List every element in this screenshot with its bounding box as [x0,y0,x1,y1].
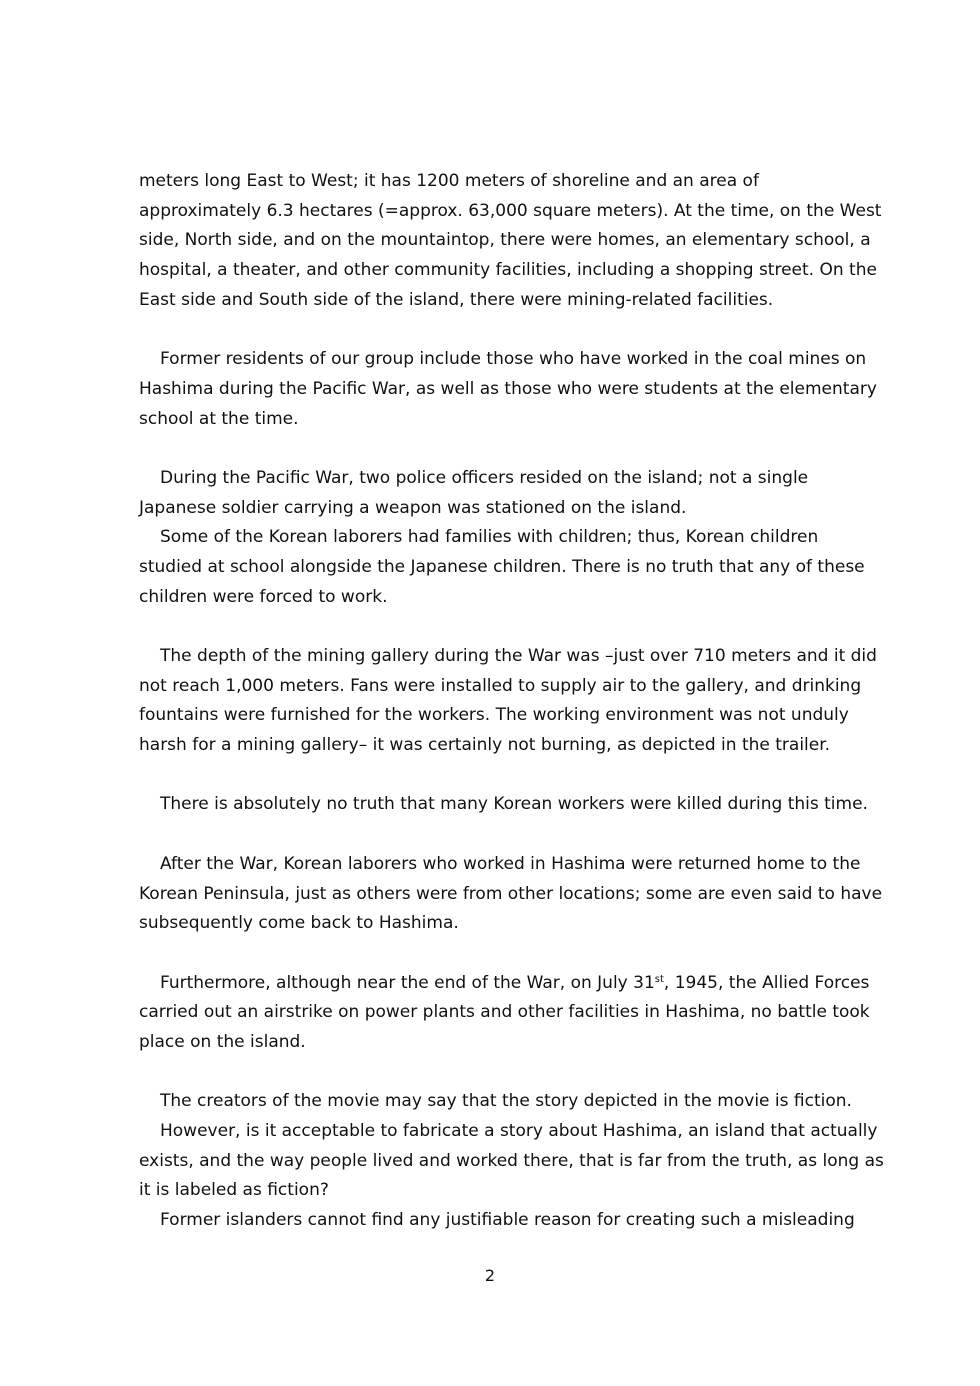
text-line: fountains were furnished for the workers. The working environment was not unduly [139,705,849,726]
paragraph-after-war [139,850,883,939]
text-line: side, North side, and on the mountaintop, there were homes, an elementary school, a [139,230,871,251]
text-line: The depth of the mining gallery during the War was –just over 710 meters and it did [160,646,877,666]
text-line: Korean Peninsula, just as others were from other locations; some are even said to have [139,883,883,904]
text-line: However, is it acceptable to fabricate a story about Hashima, an island that actually [160,1121,878,1141]
text-line: meters long East to West; it has 1200 meters of shoreline and an area of [139,171,759,191]
text-line: children were forced to work. [139,586,388,607]
paragraph-police-officers [139,464,844,523]
paragraph-gap [139,820,844,850]
body-text [139,167,884,1236]
text-line: it is labeled as fiction? [139,1180,329,1201]
paragraph-former-residents [139,345,877,434]
paragraph-gap [139,612,844,642]
paragraph-korean-families [139,523,865,612]
paragraph-gap [139,939,844,969]
text-line: Former residents of our group include those who have worked in the coal mines on [160,349,867,370]
paragraph-gap [139,761,844,791]
paragraph-movie-fiction [139,1087,852,1117]
paragraph-airstrike [139,969,870,1058]
page-number: 2 [484,1266,496,1285]
text-line: Hashima during the Pacific War, as well as those who were students at the elementary [139,378,877,399]
text-line: Japanese soldier carrying a weapon was stationed on the island. [139,497,687,518]
paragraph-mining-gallery [139,642,877,761]
paragraph-island-description [139,167,882,315]
text-line: The creators of the movie may say that the story depicted in the movie is fiction. [160,1091,852,1112]
paragraph-gap [139,315,844,345]
text-line [139,969,870,999]
text-line: Some of the Korean laborers had families with children; thus, Korean children [160,527,819,548]
text-line: hospital, a theater, and other community facilities, including a shopping street. On the [139,260,877,281]
text-line: subsequently come back to Hashima. [139,913,459,934]
paragraph-gap [139,1058,844,1088]
text-line: Former islanders cannot find any justifiable reason for creating such a misleading [160,1210,855,1231]
paragraph-fabrication-question [139,1117,884,1206]
text-fragment: , 1945, the Allied Forces [663,972,870,993]
text-line: There is absolutely no truth that many Korean workers were killed during this time. [160,794,868,815]
text-line: school at the time. [139,408,299,429]
text-line: East side and South side of the island, there were mining-related facilities. [139,289,774,310]
text-line: carried out an airstrike on power plants and other facilities in Hashima, no battle took [139,1002,870,1023]
text-line: harsh for a mining gallery– it was certainly not burning, as depicted in the trailer. [139,735,831,756]
text-line: During the Pacific War, two police officers resided on the island; not a single [160,467,809,488]
text-line: not reach 1,000 meters. Fans were installed to supply air to the gallery, and drinking [139,675,862,696]
text-line: place on the island. [139,1031,306,1052]
text-fragment: Furthermore, although near the end of the War, on July 31 [160,972,655,993]
text-line: studied at school alongside the Japanese children. There is no truth that any of these [139,556,865,577]
paragraph-gap [139,434,844,464]
text-line: approximately 6.3 hectares (=approx. 63,000 square meters). At the time, on the West [139,200,882,221]
ordinal-suffix: st [654,973,664,985]
text-line: exists, and the way people lived and worked there, that is far from the truth, as long as [139,1150,884,1171]
paragraph-no-killings [139,790,868,820]
text-line: After the War, Korean laborers who worked in Hashima were returned home to the [160,853,861,874]
paragraph-former-islanders [139,1206,855,1236]
